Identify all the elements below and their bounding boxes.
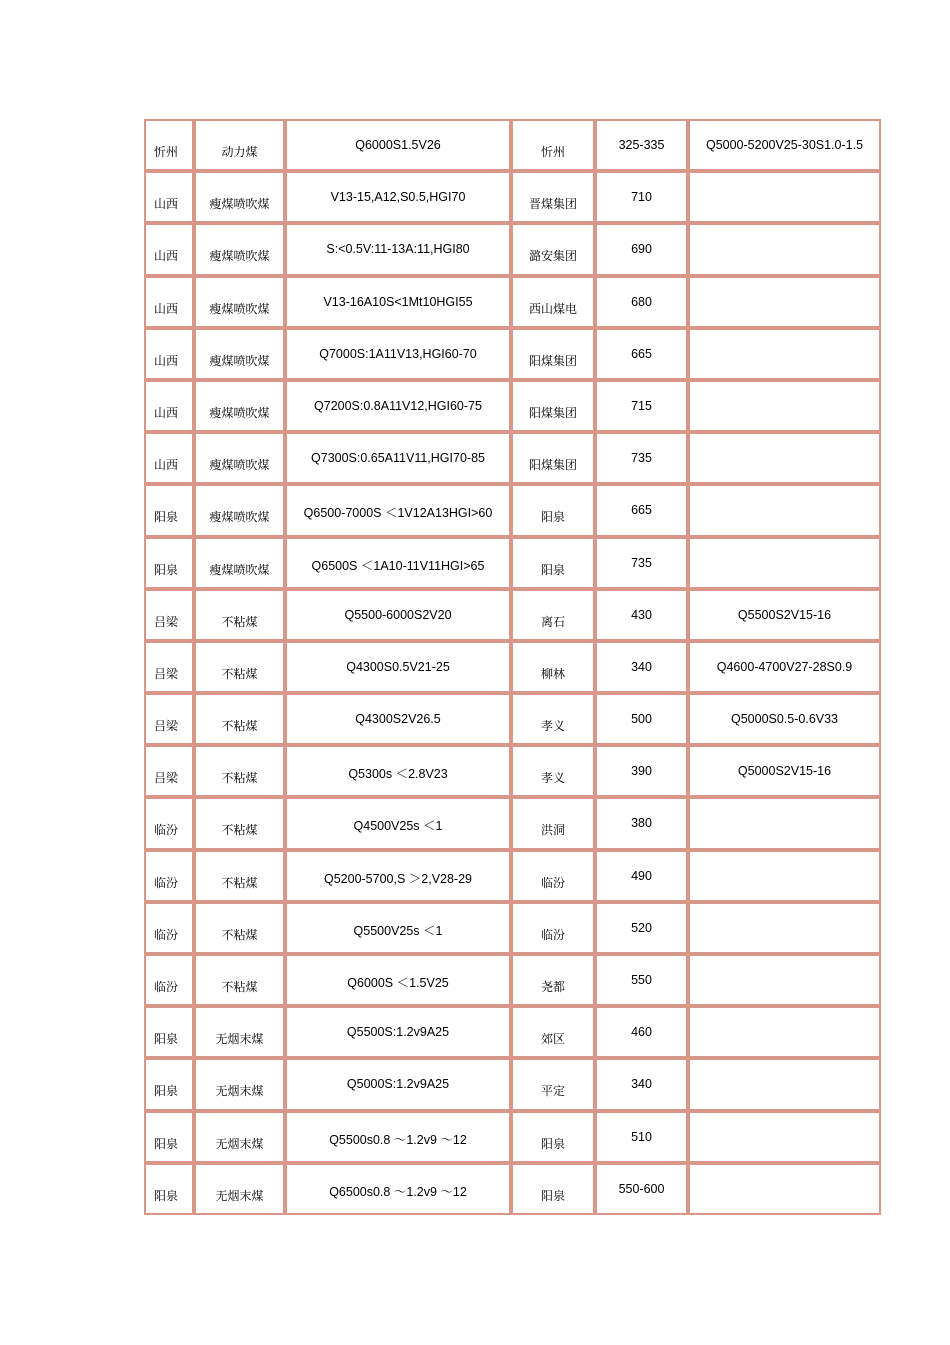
coal-type-cell [194,328,285,380]
spec-cell [285,223,511,275]
note-cell-text [690,278,879,295]
region-cell-text: 阳泉 [154,1032,179,1047]
coal-type-cell [194,537,285,589]
price-cell [595,850,688,902]
price-cell [595,276,688,328]
coal-type-cell-text: 瘦煤喷吹煤 [209,562,270,577]
price-cell-text: 340 [631,1077,652,1092]
coal-type-cell-text: 不粘煤 [221,719,258,734]
spec-cell [285,850,511,902]
coal-type-cell [194,1163,285,1215]
spec-cell [285,745,511,797]
enterprise-cell-text: 尧都 [540,980,565,994]
region-cell [144,954,194,1006]
note-cell-text [690,225,879,242]
price-cell [595,745,688,797]
note-cell [688,954,881,1006]
region-cell-text: 吕梁 [154,614,179,629]
enterprise-cell-text: 孝义 [540,719,565,734]
region-cell-text: 临汾 [154,823,179,838]
enterprise-cell [511,693,595,745]
coal-type-cell-text: 动力煤 [221,145,258,159]
price-cell-text: 390 [631,764,652,779]
enterprise-cell-text: 阳煤集团 [528,353,577,368]
spec-cell-text: Q5300s ＜2.8V23 [348,767,448,782]
enterprise-cell-text: 潞安集团 [528,249,577,264]
enterprise-cell-text: 临汾 [540,875,565,890]
note-cell-text [690,799,879,816]
price-cell-text: 380 [631,816,652,831]
note-cell-text [690,539,879,556]
spec-cell [285,1111,511,1163]
spec-cell-text: Q5500V25s ＜1 [353,923,443,938]
spec-cell-text: Q5000S:1.2v9A25 [346,1077,450,1092]
region-cell [144,276,194,328]
region-cell-text: 临汾 [154,875,179,890]
note-cell-text [690,382,879,399]
coal-type-cell [194,223,285,275]
region-cell [144,537,194,589]
note-cell-text: Q5000S0.5-0.6V33 [730,712,839,727]
price-cell [595,902,688,954]
region-cell-text: 山西 [154,249,179,264]
enterprise-cell [511,276,595,328]
region-cell-text: 山西 [154,301,179,316]
spec-cell [285,1163,511,1215]
spec-cell-text: Q4300S0.5V21-25 [346,659,450,674]
spec-cell-text: Q6000S1.5V26 [355,138,441,152]
coal-type-cell [194,902,285,954]
price-cell [595,380,688,432]
enterprise-cell-text: 阳煤集团 [528,458,577,473]
note-cell-text [690,956,879,973]
spec-cell-text: Q7300S:0.65A11V11,HGI70-85 [311,451,485,466]
region-cell [144,693,194,745]
enterprise-cell-text: 孝义 [540,771,565,786]
spec-cell-text: Q6000S ＜1.5V25 [347,976,449,990]
price-cell-text: 710 [631,190,652,205]
region-cell [144,641,194,693]
region-cell-text: 山西 [154,458,179,473]
price-cell-text: 715 [631,398,652,413]
enterprise-cell [511,223,595,275]
note-cell [688,328,881,380]
region-cell-text: 阳泉 [154,510,179,525]
note-cell [688,119,881,171]
region-cell-text: 阳泉 [154,562,179,577]
region-cell [144,850,194,902]
note-cell [688,1058,881,1110]
note-cell [688,537,881,589]
region-cell [144,119,194,171]
enterprise-cell-text: 忻州 [540,145,565,159]
enterprise-cell [511,380,595,432]
table-row [144,328,881,380]
price-cell-text: 325-335 [618,138,665,152]
coal-type-cell-text: 瘦煤喷吹煤 [209,510,270,525]
note-cell [688,380,881,432]
table-row [144,850,881,902]
table-row [144,223,881,275]
enterprise-cell [511,1058,595,1110]
region-cell-text: 山西 [154,197,179,212]
enterprise-cell-text: 临汾 [540,927,565,942]
spec-cell [285,537,511,589]
coal-type-cell [194,850,285,902]
enterprise-cell [511,902,595,954]
table-row [144,171,881,223]
table-row [144,745,881,797]
note-cell [688,850,881,902]
enterprise-cell [511,537,595,589]
table-row [144,1111,881,1163]
table-row [144,432,881,484]
coal-type-cell-text: 不粘煤 [221,980,258,994]
enterprise-cell-text: 平定 [540,1084,565,1099]
table-row [144,276,881,328]
coal-type-cell [194,171,285,223]
table-row [144,693,881,745]
enterprise-cell [511,328,595,380]
spec-cell [285,328,511,380]
coal-type-cell-text: 无烟末煤 [215,1032,264,1047]
note-cell-text: Q4600-4700V27-28S0.9 [716,659,853,674]
coal-type-cell [194,1058,285,1110]
spec-cell [285,641,511,693]
region-cell-text: 阳泉 [154,1188,179,1203]
spec-cell-text: V13-16A10S<1Mt10HGI55 [323,294,473,309]
price-cell [595,1058,688,1110]
region-cell-text: 阳泉 [154,1084,179,1099]
enterprise-cell [511,850,595,902]
enterprise-cell [511,119,595,171]
coal-type-cell-text: 无烟末煤 [215,1084,264,1099]
enterprise-cell [511,954,595,1006]
coal-type-cell [194,693,285,745]
enterprise-cell-text: 晋煤集团 [528,197,577,212]
coal-type-cell [194,1111,285,1163]
note-cell-text [690,852,879,869]
note-cell-text: Q5500S2V15-16 [737,607,832,622]
spec-cell-text: Q5500-6000S2V20 [344,607,452,622]
note-cell [688,276,881,328]
note-cell [688,902,881,954]
coal-type-cell-text: 不粘煤 [221,927,258,942]
region-cell [144,1111,194,1163]
spec-cell [285,1058,511,1110]
region-cell-text: 山西 [154,353,179,368]
enterprise-cell [511,171,595,223]
note-cell [688,693,881,745]
enterprise-cell [511,1006,595,1058]
enterprise-cell-text: 阳泉 [540,1188,565,1203]
coal-type-cell-text: 不粘煤 [221,875,258,890]
spec-cell [285,380,511,432]
spec-cell-text: Q6500-7000S ＜1V12A13HGI>60 [303,506,493,521]
note-cell [688,484,881,536]
region-cell-text: 临汾 [154,927,179,942]
spec-cell [285,432,511,484]
note-cell-text [690,434,879,451]
spec-cell-text: Q5500s0.8 ～1.2v9 ～12 [329,1132,467,1147]
price-cell-text: 690 [631,242,652,257]
price-cell [595,954,688,1006]
enterprise-cell-text: 阳泉 [540,510,565,525]
region-cell [144,1006,194,1058]
table-row [144,797,881,849]
note-cell [688,797,881,849]
table-row [144,537,881,589]
coal-type-cell [194,954,285,1006]
note-cell [688,641,881,693]
spec-cell [285,693,511,745]
region-cell [144,745,194,797]
price-cell [595,119,688,171]
note-cell-text [690,173,879,190]
coal-type-cell [194,380,285,432]
spec-cell-text: S:<0.5V:11-13A:11,HGI80 [326,242,470,257]
note-cell [688,432,881,484]
region-cell [144,1058,194,1110]
enterprise-cell-text: 阳煤集团 [528,405,577,420]
spec-cell-text: Q5500S:1.2v9A25 [346,1025,450,1040]
price-cell-text: 550-600 [618,1181,665,1196]
enterprise-cell [511,1111,595,1163]
spec-cell [285,797,511,849]
price-cell-text: 520 [631,920,652,935]
coal-type-cell [194,745,285,797]
coal-type-cell-text: 瘦煤喷吹煤 [209,353,270,368]
table-row [144,484,881,536]
price-cell-text: 665 [631,503,652,518]
price-cell [595,1111,688,1163]
price-cell-text: 550 [631,973,652,987]
price-cell [595,641,688,693]
enterprise-cell-text: 阳泉 [540,562,565,577]
note-cell [688,745,881,797]
coal-type-cell [194,484,285,536]
price-cell [595,1006,688,1058]
region-cell [144,171,194,223]
coal-type-cell-text: 瘦煤喷吹煤 [209,405,270,420]
coal-price-table [144,119,881,1215]
enterprise-cell [511,797,595,849]
region-cell-text: 吕梁 [154,719,179,734]
note-cell-text [690,1165,879,1182]
region-cell-text: 山西 [154,405,179,420]
table-body [144,119,881,1215]
note-cell [688,1111,881,1163]
price-cell [595,797,688,849]
coal-type-cell-text: 不粘煤 [221,771,258,786]
enterprise-cell-text: 洪洞 [540,823,565,838]
region-cell [144,328,194,380]
enterprise-cell [511,432,595,484]
note-cell-text [690,1113,879,1130]
enterprise-cell [511,745,595,797]
price-cell [595,1163,688,1215]
spec-cell-text: Q7200S:0.8A11V12,HGI60-75 [314,398,482,413]
coal-type-cell-text: 瘦煤喷吹煤 [209,197,270,212]
spec-cell-text: Q4500V25s ＜1 [353,819,443,834]
enterprise-cell-text: 离石 [540,614,565,629]
table-row [144,902,881,954]
spec-cell-text: Q5200-5700,S ＞2,V28-29 [323,871,473,886]
region-cell [144,902,194,954]
note-cell [688,1163,881,1215]
price-cell-text: 500 [631,712,652,727]
coal-type-cell-text: 瘦煤喷吹煤 [209,249,270,264]
spec-cell [285,119,511,171]
coal-type-cell-text: 瘦煤喷吹煤 [209,301,270,316]
note-cell-text: Q5000S2V15-16 [737,764,832,779]
coal-type-cell [194,432,285,484]
region-cell [144,484,194,536]
note-cell-text [690,330,879,347]
coal-type-cell-text: 无烟末煤 [215,1136,264,1151]
price-cell-text: 510 [631,1129,652,1144]
coal-type-cell [194,797,285,849]
enterprise-cell-text: 柳林 [540,666,565,681]
region-cell-text: 吕梁 [154,771,179,786]
spec-cell-text: Q4300S2V26.5 [355,712,441,727]
price-cell [595,693,688,745]
spec-cell-text: Q6500S ＜1A10-11V11HGI>65 [311,558,485,573]
region-cell [144,380,194,432]
coal-type-cell [194,1006,285,1058]
region-cell [144,1163,194,1215]
spec-cell [285,276,511,328]
coal-type-cell-text: 瘦煤喷吹煤 [209,458,270,473]
price-cell-text: 340 [631,659,652,674]
coal-type-cell-text: 不粘煤 [221,666,258,681]
enterprise-cell-text: 阳泉 [540,1136,565,1151]
table-row [144,380,881,432]
table-row [144,1163,881,1215]
note-cell [688,589,881,641]
enterprise-cell [511,641,595,693]
note-cell-text [690,904,879,921]
note-cell-text [690,486,879,503]
region-cell-text: 临汾 [154,980,179,994]
spec-cell-text: Q6500s0.8 ～1.2v9 ～12 [329,1184,467,1199]
table-row [144,641,881,693]
price-cell [595,589,688,641]
price-cell-text: 735 [631,555,652,570]
coal-type-cell [194,119,285,171]
price-cell-text: 665 [631,346,652,361]
region-cell-text: 忻州 [154,145,179,159]
note-cell-text: Q5000-5200V25-30S1.0-1.5 [705,138,864,152]
spec-cell-text: Q7000S:1A11V13,HGI60-70 [319,346,477,361]
coal-type-cell-text: 无烟末煤 [215,1188,264,1203]
region-cell [144,223,194,275]
enterprise-cell-text: 西山煤电 [528,301,577,316]
note-cell [688,171,881,223]
price-cell-text: 430 [631,607,652,622]
region-cell [144,589,194,641]
price-cell [595,484,688,536]
spec-cell [285,954,511,1006]
coal-type-cell-text: 不粘煤 [221,823,258,838]
price-cell [595,171,688,223]
price-cell [595,223,688,275]
coal-type-cell [194,641,285,693]
note-cell-text [690,1060,879,1077]
price-cell [595,432,688,484]
coal-type-cell [194,276,285,328]
note-cell [688,223,881,275]
table-row [144,954,881,1006]
price-cell [595,328,688,380]
table-row [144,1006,881,1058]
spec-cell [285,589,511,641]
price-cell-text: 680 [631,294,652,309]
price-cell-text: 460 [631,1025,652,1040]
price-cell-text: 735 [631,451,652,466]
note-cell [688,1006,881,1058]
table-row [144,589,881,641]
region-cell-text: 阳泉 [154,1136,179,1151]
spec-cell [285,902,511,954]
price-cell-text: 490 [631,868,652,883]
spec-cell [285,1006,511,1058]
enterprise-cell-text: 郊区 [540,1032,565,1047]
region-cell [144,432,194,484]
spec-cell [285,484,511,536]
price-cell [595,537,688,589]
spec-cell-text: V13-15,A12,S0.5,HGI70 [330,190,466,205]
enterprise-cell [511,1163,595,1215]
coal-type-cell [194,589,285,641]
table-row [144,1058,881,1110]
note-cell-text [690,1008,879,1025]
enterprise-cell [511,484,595,536]
enterprise-cell [511,589,595,641]
spec-cell [285,171,511,223]
table-row [144,119,881,171]
region-cell [144,797,194,849]
region-cell-text: 吕梁 [154,666,179,681]
coal-type-cell-text: 不粘煤 [221,614,258,629]
